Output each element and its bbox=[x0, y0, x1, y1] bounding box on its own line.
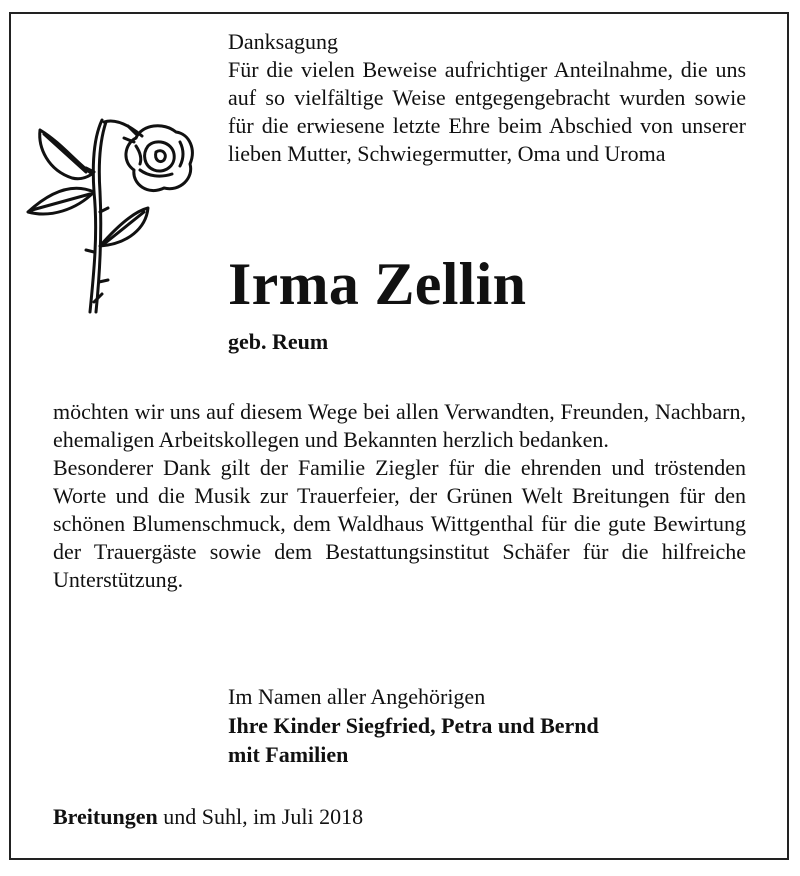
signature-line-1: Im Namen aller Angehörigen bbox=[228, 684, 486, 709]
signature-block bbox=[228, 682, 599, 769]
top-text-block bbox=[228, 28, 746, 168]
rose-icon bbox=[24, 112, 200, 318]
thanks-paragraph: möchten wir uns auf diesem Wege bei allen Verwandten, Freunden, Nachbarn, ehemaligen Arbeitskollegen und Bekannten herzlich bedanken. bbox=[53, 399, 746, 452]
place-rest: und Suhl, im Juli 2018 bbox=[157, 804, 364, 829]
place-primary: Breitungen bbox=[53, 804, 158, 829]
body-text bbox=[53, 398, 746, 594]
deceased-name: Irma Zellin bbox=[228, 251, 527, 317]
place-date bbox=[53, 802, 363, 831]
signature-line-2: Ihre Kinder Siegfried, Petra und Bernd bbox=[228, 713, 599, 738]
intro-text: Für die vielen Beweise aufrichtiger Anteilnahme, die uns auf so vielfältige Weise entgegengebracht wurden sowie für die erwiesene letzte Ehre beim Abschied von unserer lieben Mutter, Schwiegermutter, Oma und Uroma bbox=[228, 57, 746, 166]
intro-paragraph bbox=[228, 56, 746, 168]
signature-line-3: mit Familien bbox=[228, 742, 349, 767]
birth-name: geb. Reum bbox=[228, 329, 329, 354]
notice-heading: Danksagung bbox=[228, 29, 338, 54]
special-thanks-paragraph: Besonderer Dank gilt der Familie Ziegler für die ehrenden und tröstenden Worte und die Musik zur Trauerfeier, der Grünen Welt Breitungen für den schönen Blumenschmuck, dem Waldhaus Wittgenthal für die gute Bewirtung der Trauergäste sowie dem Bestattungsinstitut Schäfer für die hilfreiche Unterstützung. bbox=[53, 455, 746, 592]
